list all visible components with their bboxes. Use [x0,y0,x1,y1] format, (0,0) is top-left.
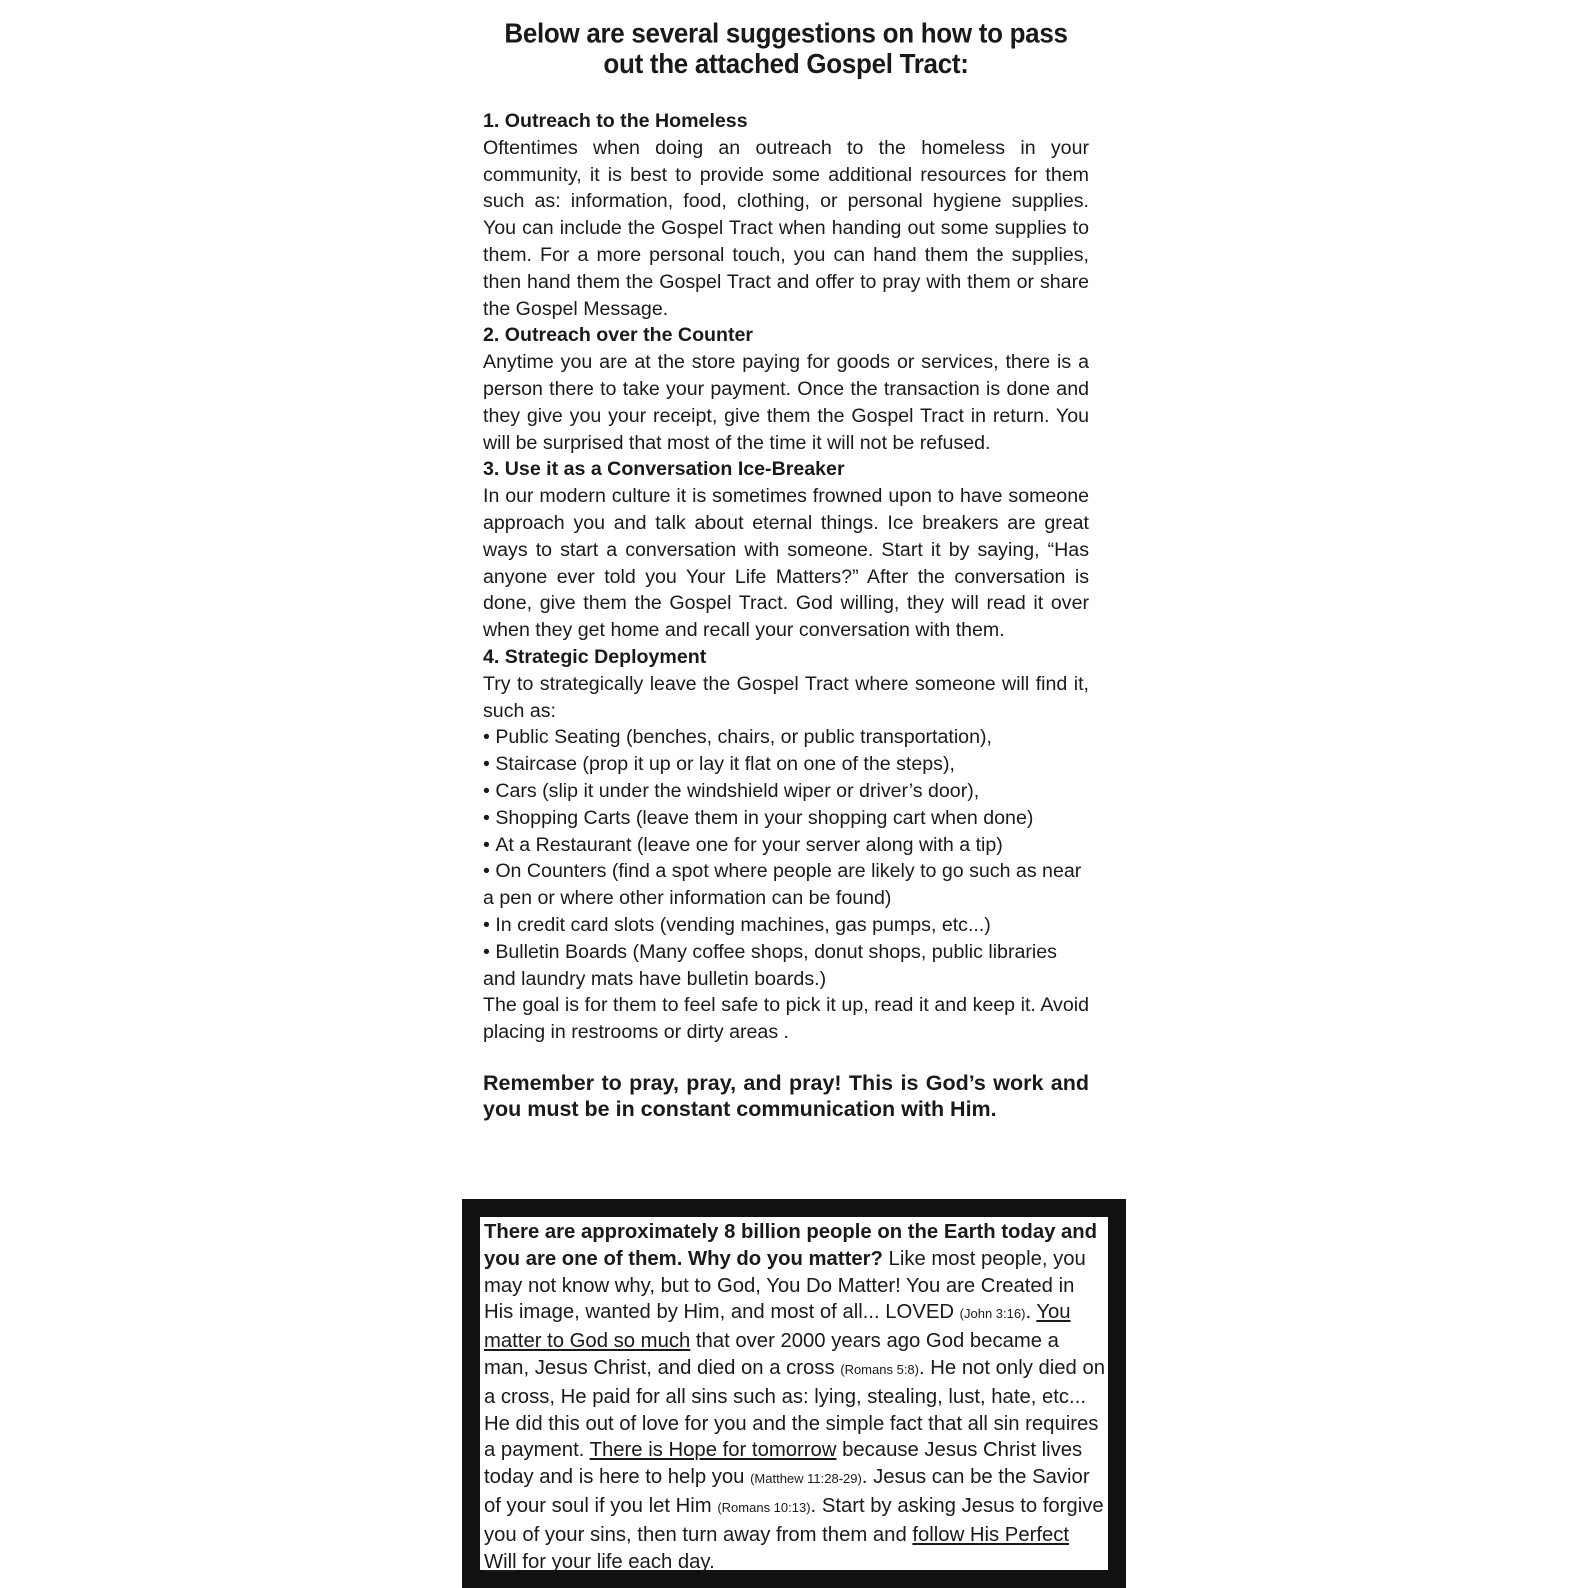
list-item: • Bulletin Boards (Many coffee shops, donut shops, public libraries and laundry mats have bulletin boards.) [483,939,1089,993]
gospel-tract-frame [462,1199,1126,1588]
section-heading: 4. Strategic Deployment [483,645,707,668]
list-item: • Staircase (prop it up or lay it flat on one of the steps), [483,751,1089,778]
section-body: Oftentimes when doing an outreach to the homeless in your community, it is best to provide some additional resources for them such as: information, food, clothing, or personal hygiene supplies. You can include the Gospel Tract when handing out some supplies to them. For a more personal touch, you can hand them the supplies, then hand them the Gospel Tract and offer to pray with them or share the Gospel Message. [483,136,1089,320]
list-item: • Shopping Carts (leave them in your shopping cart when done) [483,805,1089,832]
gospel-tract-panel [480,1217,1108,1573]
section-heading: 2. Outreach over the Counter [483,324,754,347]
scripture-reference: (John 3:16) [959,1306,1026,1322]
suggestion-strategic-deployment [483,644,1089,1046]
tract-text-run: . [1025,1301,1037,1324]
closing-note: The goal is for them to feel safe to pick it up, read it and keep it. Avoid placing in restrooms or dirty areas . [483,994,1089,1044]
tract-text-run: . He not only died on a cross, He paid for all sins such as: lying, stealing, lust, hate, etc... He did this out of love for you and the simple fact that all sin requires a payment. [484,1356,1106,1462]
tract-text-run: . Jesus can be the Savior of your soul if you let Him [484,1466,1090,1517]
tract-lead: There are approximately 8 billion people on the Earth today and you are one of them. Why do you matter? [484,1221,1098,1270]
instructions-column [483,17,1089,1143]
suggestion-homeless [483,108,1089,322]
list-item: • At a Restaurant (leave one for your server along with a tip) [483,832,1089,859]
tract-text-run: . Start by asking Jesus to forgive you of your sins, then turn away from them and [484,1494,1104,1546]
tract-text-run: Like most people, you may not know why, but to God, You Do Matter! You are Created in His image, wanted by Him, and most of all... LOVED [484,1247,1086,1324]
tract-emphasis: You matter to God so much [484,1301,1071,1353]
scripture-reference: (Romans 5:8) [840,1361,919,1377]
tract-text-run: for your life each day. [516,1550,715,1573]
tract-emphasis: There is Hope for tomorrow [589,1439,837,1462]
list-item: • In credit card slots (vending machines, gas pumps, etc...) [483,912,1089,939]
suggestion-ice-breaker [483,456,1089,644]
tract-emphasis: follow His Perfect Will [484,1523,1070,1573]
suggestions-list [483,108,1089,1046]
section-body: Try to strategically leave the Gospel Tract where someone will find it, such as: [483,672,1089,722]
scripture-reference: (Romans 10:13) [717,1499,811,1515]
section-heading: 3. Use it as a Conversation Ice-Breaker [483,458,845,481]
scripture-reference: (Matthew 11:28-29) [750,1471,862,1487]
section-body: Anytime you are at the store paying for goods or services, there is a person there to take your payment. Once the transaction is done and they give you your receipt, give them the Gospel Tract in return. You will be surprised that most of the time it will not be refused. [483,351,1089,454]
suggestion-counter [483,322,1089,456]
list-item: • Cars (slip it under the windshield wiper or driver’s door), [483,778,1089,805]
gospel-tract-text [484,1219,1106,1575]
section-body: In our modern culture it is sometimes frowned upon to have someone approach you and talk about eternal things. Ice breakers are great ways to start a conversation with someone. Start it by saying, “Has anyone ever told you Your Life Matters?” After the conversation is done, give them the Gospel Tract. God willing, they will read it over when they get home and recall your conversation with them. [483,485,1089,642]
tract-text-run: because Jesus Christ lives today and is here to help you [484,1439,1083,1489]
deployment-locations [483,724,1089,992]
tract-text-run: that over 2000 years ago God became a man, Jesus Christ, and died on a cross [484,1330,1059,1379]
prayer-reminder: Remember to pray, pray, and pray! This is God’s work and you must be in constant communication with Him. [483,1070,1089,1121]
page-title: Below are several suggestions on how to pass out the attached Gospel Tract: [504,17,1068,80]
list-item: • On Counters (find a spot where people are likely to go such as near a pen or where other information can be found) [483,858,1089,912]
list-item: • Public Seating (benches, chairs, or public transportation), [483,724,1089,751]
section-heading: 1. Outreach to the Homeless [483,110,748,132]
